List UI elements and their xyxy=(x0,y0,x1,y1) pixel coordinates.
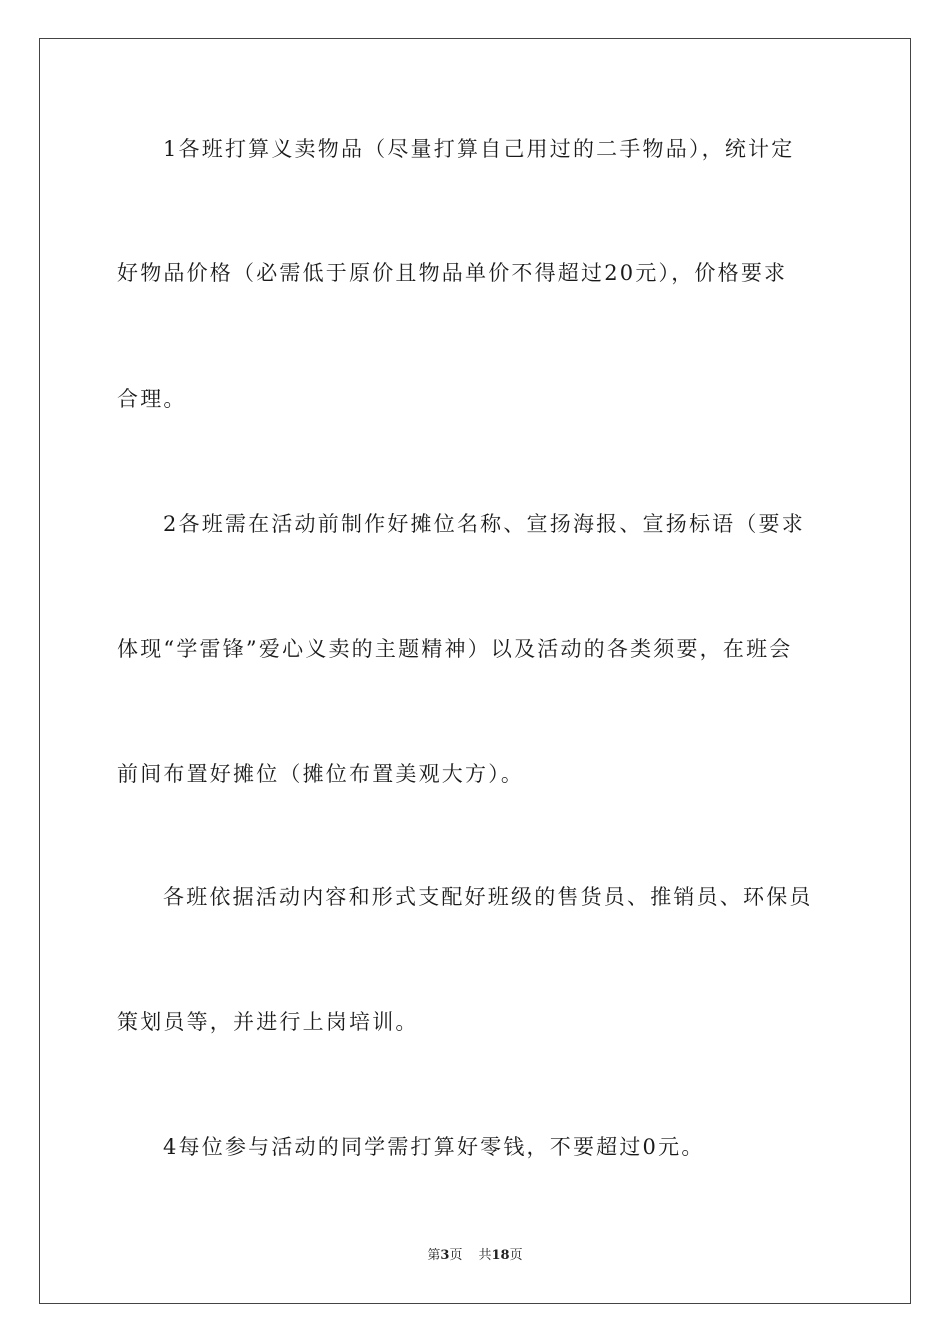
paragraph-4-line-1: 4每位参与活动的同学需打算好零钱，不要超过0元。 xyxy=(163,1135,705,1159)
page-footer xyxy=(0,1247,950,1265)
paragraph-1-line-1: 1各班打算义卖物品（尽量打算自己用过的二手物品），统计定 xyxy=(163,137,795,161)
footer-total-prefix: 共 xyxy=(478,1248,492,1263)
paragraph-3-line-1: 各班依据活动内容和形式支配好班级的售货员、推销员、环保员 xyxy=(163,885,813,909)
footer-total-pages: 18 xyxy=(491,1248,510,1263)
paragraph-1-line-3: 合理。 xyxy=(117,387,187,411)
paragraph-3-line-2: 策划员等，并进行上岗培训。 xyxy=(117,1010,419,1034)
paragraph-1-line-2: 好物品价格（必需低于原价且物品单价不得超过20元），价格要求 xyxy=(117,261,788,285)
footer-page-suffix: 页 xyxy=(449,1248,463,1263)
paragraph-2-line-3: 前间布置好摊位（摊位布置美观大方）。 xyxy=(117,762,525,786)
paragraph-2-line-2: 体现“学雷锋”爱心义卖的主题精神）以及活动的各类须要，在班会 xyxy=(117,637,793,661)
footer-page-number: 3 xyxy=(440,1248,450,1263)
paragraph-2-line-1: 2各班需在活动前制作好摊位名称、宣扬海报、宣扬标语（要求 xyxy=(163,512,805,536)
page-frame xyxy=(39,38,911,1304)
footer-page-prefix: 第 xyxy=(427,1248,441,1263)
footer-total-suffix: 页 xyxy=(509,1248,523,1263)
